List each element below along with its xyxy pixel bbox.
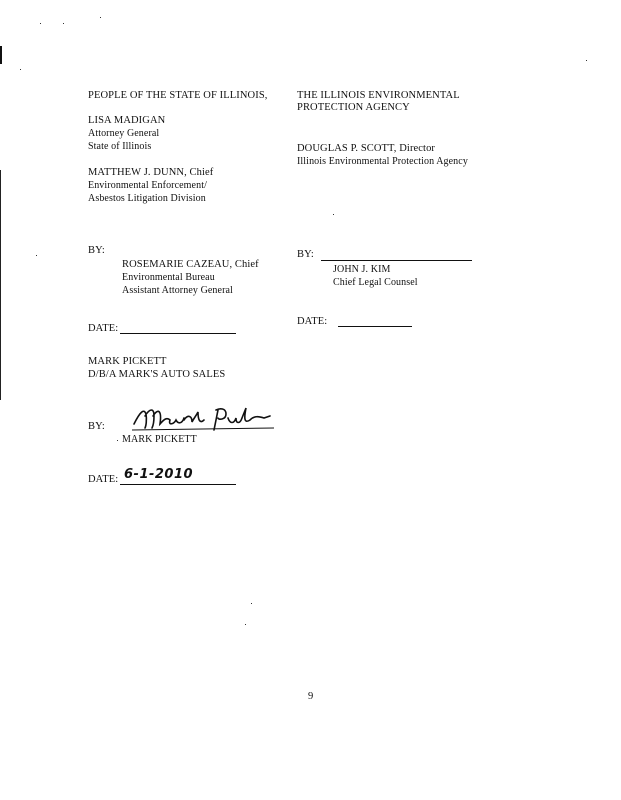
respondent-dba: D/B/A MARK'S AUTO SALES bbox=[88, 369, 226, 380]
respondent-handwritten-date: 6-1-2010 bbox=[124, 467, 194, 482]
left-by-label: BY: bbox=[88, 245, 105, 256]
scan-margin-line bbox=[0, 170, 1, 400]
respondent-by-label: BY: bbox=[88, 421, 105, 432]
right-signature-line bbox=[321, 260, 472, 261]
scan-speck bbox=[251, 603, 252, 604]
chief-name: MATTHEW J. DUNN, Chief bbox=[88, 167, 214, 178]
attorney-general-title: Attorney General bbox=[88, 128, 160, 139]
chief-department-line1: Environmental Enforcement/ bbox=[88, 180, 207, 191]
right-by-label: BY: bbox=[297, 249, 314, 260]
left-signer-name: ROSEMARIE CAZEAU, Chief bbox=[122, 259, 259, 270]
scan-speck bbox=[245, 624, 246, 625]
scan-speck bbox=[63, 23, 64, 24]
scan-speck bbox=[36, 255, 37, 256]
page-number: 9 bbox=[308, 691, 314, 702]
left-date-label: DATE: bbox=[88, 323, 119, 334]
left-date-line bbox=[120, 333, 236, 334]
left-signer-title1: Environmental Bureau bbox=[122, 272, 215, 283]
party-iepa-line1: THE ILLINOIS ENVIRONMENTAL bbox=[297, 90, 460, 101]
handwritten-signature bbox=[130, 402, 275, 436]
scan-speck bbox=[333, 214, 334, 215]
party-people-of-illinois: PEOPLE OF THE STATE OF ILLINOIS, bbox=[88, 90, 268, 101]
respondent-date-line bbox=[120, 484, 236, 485]
right-date-line bbox=[338, 326, 412, 327]
director-name: DOUGLAS P. SCOTT, Director bbox=[297, 143, 436, 154]
attorney-general-state: State of Illinois bbox=[88, 141, 152, 152]
left-signer-title2: Assistant Attorney General bbox=[122, 285, 233, 296]
right-signer-title: Chief Legal Counsel bbox=[333, 277, 418, 288]
right-signer-name: JOHN J. KIM bbox=[333, 264, 391, 275]
attorney-general-name: LISA MADIGAN bbox=[88, 115, 166, 126]
scan-margin-mark bbox=[0, 46, 2, 64]
agency-name: Illinois Environmental Protection Agency bbox=[297, 156, 468, 167]
chief-department-line2: Asbestos Litigation Division bbox=[88, 193, 206, 204]
party-iepa-line2: PROTECTION AGENCY bbox=[297, 102, 410, 113]
scan-speck bbox=[20, 69, 21, 70]
scan-speck bbox=[100, 17, 101, 18]
scan-speck bbox=[40, 23, 41, 24]
respondent-name: MARK PICKETT bbox=[88, 356, 167, 367]
scan-speck bbox=[117, 440, 118, 441]
respondent-signer-name: MARK PICKETT bbox=[122, 434, 197, 445]
scan-speck bbox=[586, 60, 587, 61]
right-date-label: DATE: bbox=[297, 316, 328, 327]
respondent-date-label: DATE: bbox=[88, 474, 119, 485]
